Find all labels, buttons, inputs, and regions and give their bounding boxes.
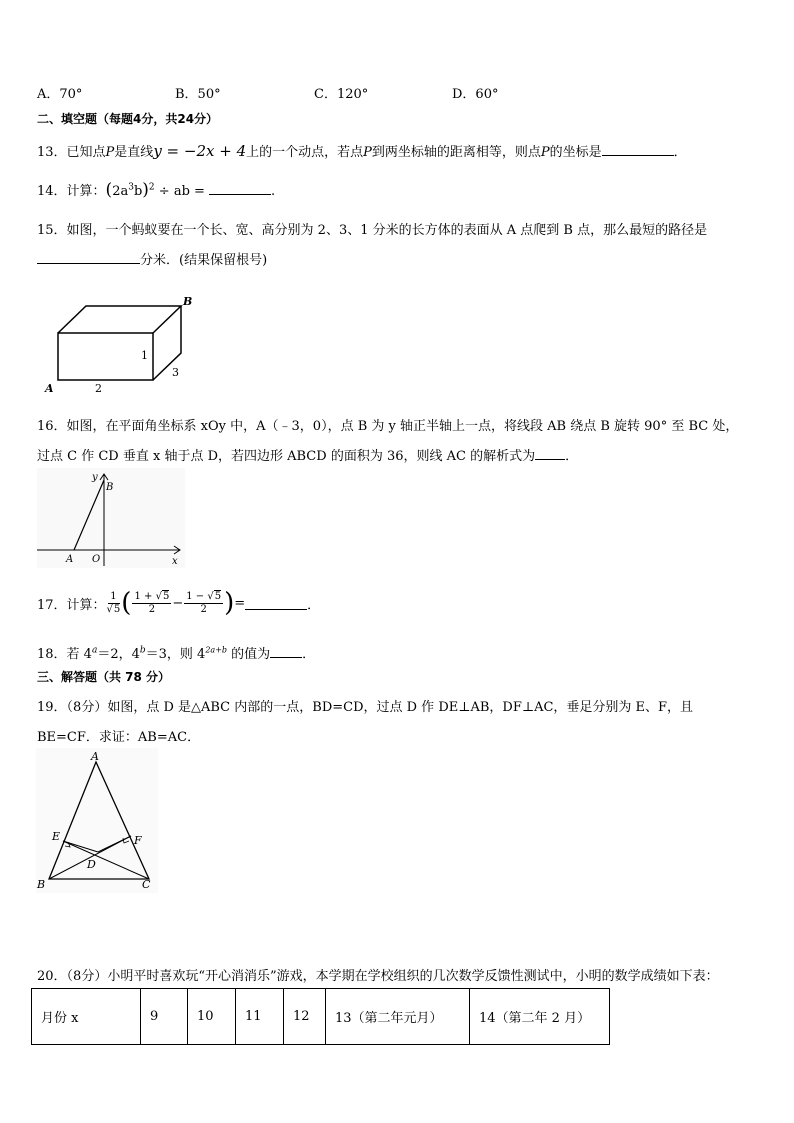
q17-den: 2: [200, 603, 207, 615]
q15-suffix: 分米．(结果保留根号): [140, 253, 268, 268]
option-d: D．60°: [452, 87, 499, 102]
q17-den: 2: [148, 603, 156, 615]
question-19-line1: 19．（8分）如图，点 D 是△ABC 内部的一点，BD=CD，过点 D 作 DE⊥AB，DF⊥AC，垂足分别为 E、F，且: [37, 700, 694, 715]
q16-text: 过点 C 作 CD 垂直 x 轴于点 D，若四边形 ABCD 的面积为 36，则线 AC 的解析式为: [37, 449, 536, 464]
option-c: C．120°: [314, 87, 369, 102]
q18-prefix: 18．若 4: [37, 647, 92, 662]
length-label: 2: [95, 382, 102, 395]
q13-text: 的坐标是: [549, 145, 602, 160]
table-header-cell: 月份 x: [32, 989, 141, 1045]
q18-text: ＝3，则 4: [145, 647, 206, 662]
q18-text: ＝2，4: [97, 647, 140, 662]
table-cell: 11: [236, 989, 284, 1045]
table-cell: 10: [188, 989, 236, 1045]
q13-prefix: 13．已知点: [37, 145, 106, 160]
question-19-line2: BE=CF．求证：AB=AC．: [37, 730, 201, 745]
point-d-label: D: [87, 858, 96, 871]
point-a-label: A: [45, 382, 54, 395]
table-cell: 14（第二年 2 月）: [470, 989, 610, 1045]
table-row: [32, 989, 610, 1045]
question-17: 17．计算： $\frac{1}{√5}$ ( $\frac{1 + √5}{2}$ − $\frac{1 - √5}{2}$ ) = ．: [37, 588, 321, 618]
table-cell: 13（第二年元月）: [326, 989, 470, 1045]
y-axis-label: y: [92, 472, 98, 483]
origin-label: O: [92, 554, 101, 565]
section-heading-fill-in: 二、填空题（每题4分，共24分）: [37, 112, 219, 126]
question-13: 13．已知点P是直线y = −2x + 4上的一个动点，若点P到两坐标轴的距离相等，则点P的坐标是 ．: [37, 142, 687, 160]
vertex-a-label: A: [91, 750, 99, 763]
q16-end: ．: [565, 449, 579, 464]
q14-b: b: [133, 184, 143, 199]
coordinate-figure: [37, 468, 185, 568]
vertex-c-label: C: [142, 878, 151, 891]
point-f-label: F: [134, 834, 142, 847]
answer-blank[interactable]: [245, 596, 307, 610]
answer-blank[interactable]: [270, 644, 302, 658]
point-b-label: B: [183, 295, 193, 308]
q14-exp: 3: [128, 182, 134, 193]
width-label: 3: [172, 366, 179, 379]
q17-num: 1: [110, 590, 117, 602]
q13-equation: y = −2x + 4: [153, 142, 247, 160]
q13-text: 到两坐标轴的距离相等，则点: [371, 145, 541, 160]
q18-exp-a: a: [91, 645, 98, 656]
q14-rest: ÷ ab =: [154, 184, 210, 199]
answer-blank[interactable]: [209, 181, 271, 195]
q13-point-p: P: [105, 145, 115, 160]
question-15-line2: [37, 249, 267, 268]
answer-blank[interactable]: [535, 446, 565, 460]
vertex-b-label: B: [37, 878, 46, 891]
question-16-line2: [37, 445, 578, 464]
score-table: [31, 988, 610, 1045]
q17-plus: 1 +: [134, 590, 156, 602]
point-e-label: E: [52, 830, 61, 843]
q17-end: ．: [307, 597, 321, 613]
question-16-line1: 16．如图，在平面角坐标系 xOy 中，A（﹣3，0），点 B 为 y 轴正半轴上一点，将线段 AB 绕点 B 旋转 90° 至 BC 处，: [37, 419, 739, 434]
q14-prefix: 14．计算：: [37, 184, 106, 199]
question-15-line1: 15．如图，一个蚂蚁要在一个长、宽、高分别为 2、3、1 分米的长方体的表面从 A 点爬到 B 点，那么最短的路径是: [37, 223, 708, 238]
q13-text: 是直线: [114, 145, 154, 160]
height-label: 1: [141, 349, 148, 362]
table-cell: 9: [141, 989, 188, 1045]
q17-minus: 1 −: [186, 590, 208, 602]
point-a-label: A: [66, 554, 74, 565]
answer-blank[interactable]: [602, 142, 674, 156]
x-axis-label: x: [172, 556, 178, 567]
q17-prefix: 17．计算：: [37, 597, 106, 613]
q17-sqrt: 5: [214, 590, 222, 602]
option-a: A．70°: [37, 87, 83, 102]
question-14: 14．计算：$(2a^3b)^2$ ÷ ab = .: [37, 180, 276, 200]
question-18: [37, 643, 315, 662]
q18-exp-b: b: [139, 645, 146, 656]
question-20-line1: 20．（8分）小明平时喜欢玩“开心消消乐”游戏，本学期在学校组织的几次数学反馈性测试中，小明的数学成绩如下表：: [37, 969, 719, 984]
option-b: B．50°: [175, 87, 221, 102]
q17-sqrt: 5: [113, 603, 121, 615]
q18-end: ．: [302, 647, 316, 662]
section-heading-answers: 三、解答题（共 78 分）: [37, 670, 171, 684]
cuboid-figure: [36, 292, 206, 398]
q17-sqrt: 5: [162, 590, 170, 602]
q14-base: 2a: [112, 184, 129, 199]
q13-point-p: P: [540, 145, 550, 160]
q13-text: 上的一个动点，若点: [246, 145, 364, 160]
q18-suffix: 的值为: [227, 647, 271, 662]
q14-outer-exp: 2: [148, 182, 155, 193]
triangle-figure: [36, 748, 158, 893]
q17-equals: =: [234, 595, 246, 611]
point-b-label: B: [106, 482, 114, 493]
table-cell: 12: [284, 989, 326, 1045]
q18-exp: 2a+b: [205, 645, 228, 655]
q13-point-p: P: [363, 145, 372, 160]
answer-blank[interactable]: [37, 250, 140, 264]
